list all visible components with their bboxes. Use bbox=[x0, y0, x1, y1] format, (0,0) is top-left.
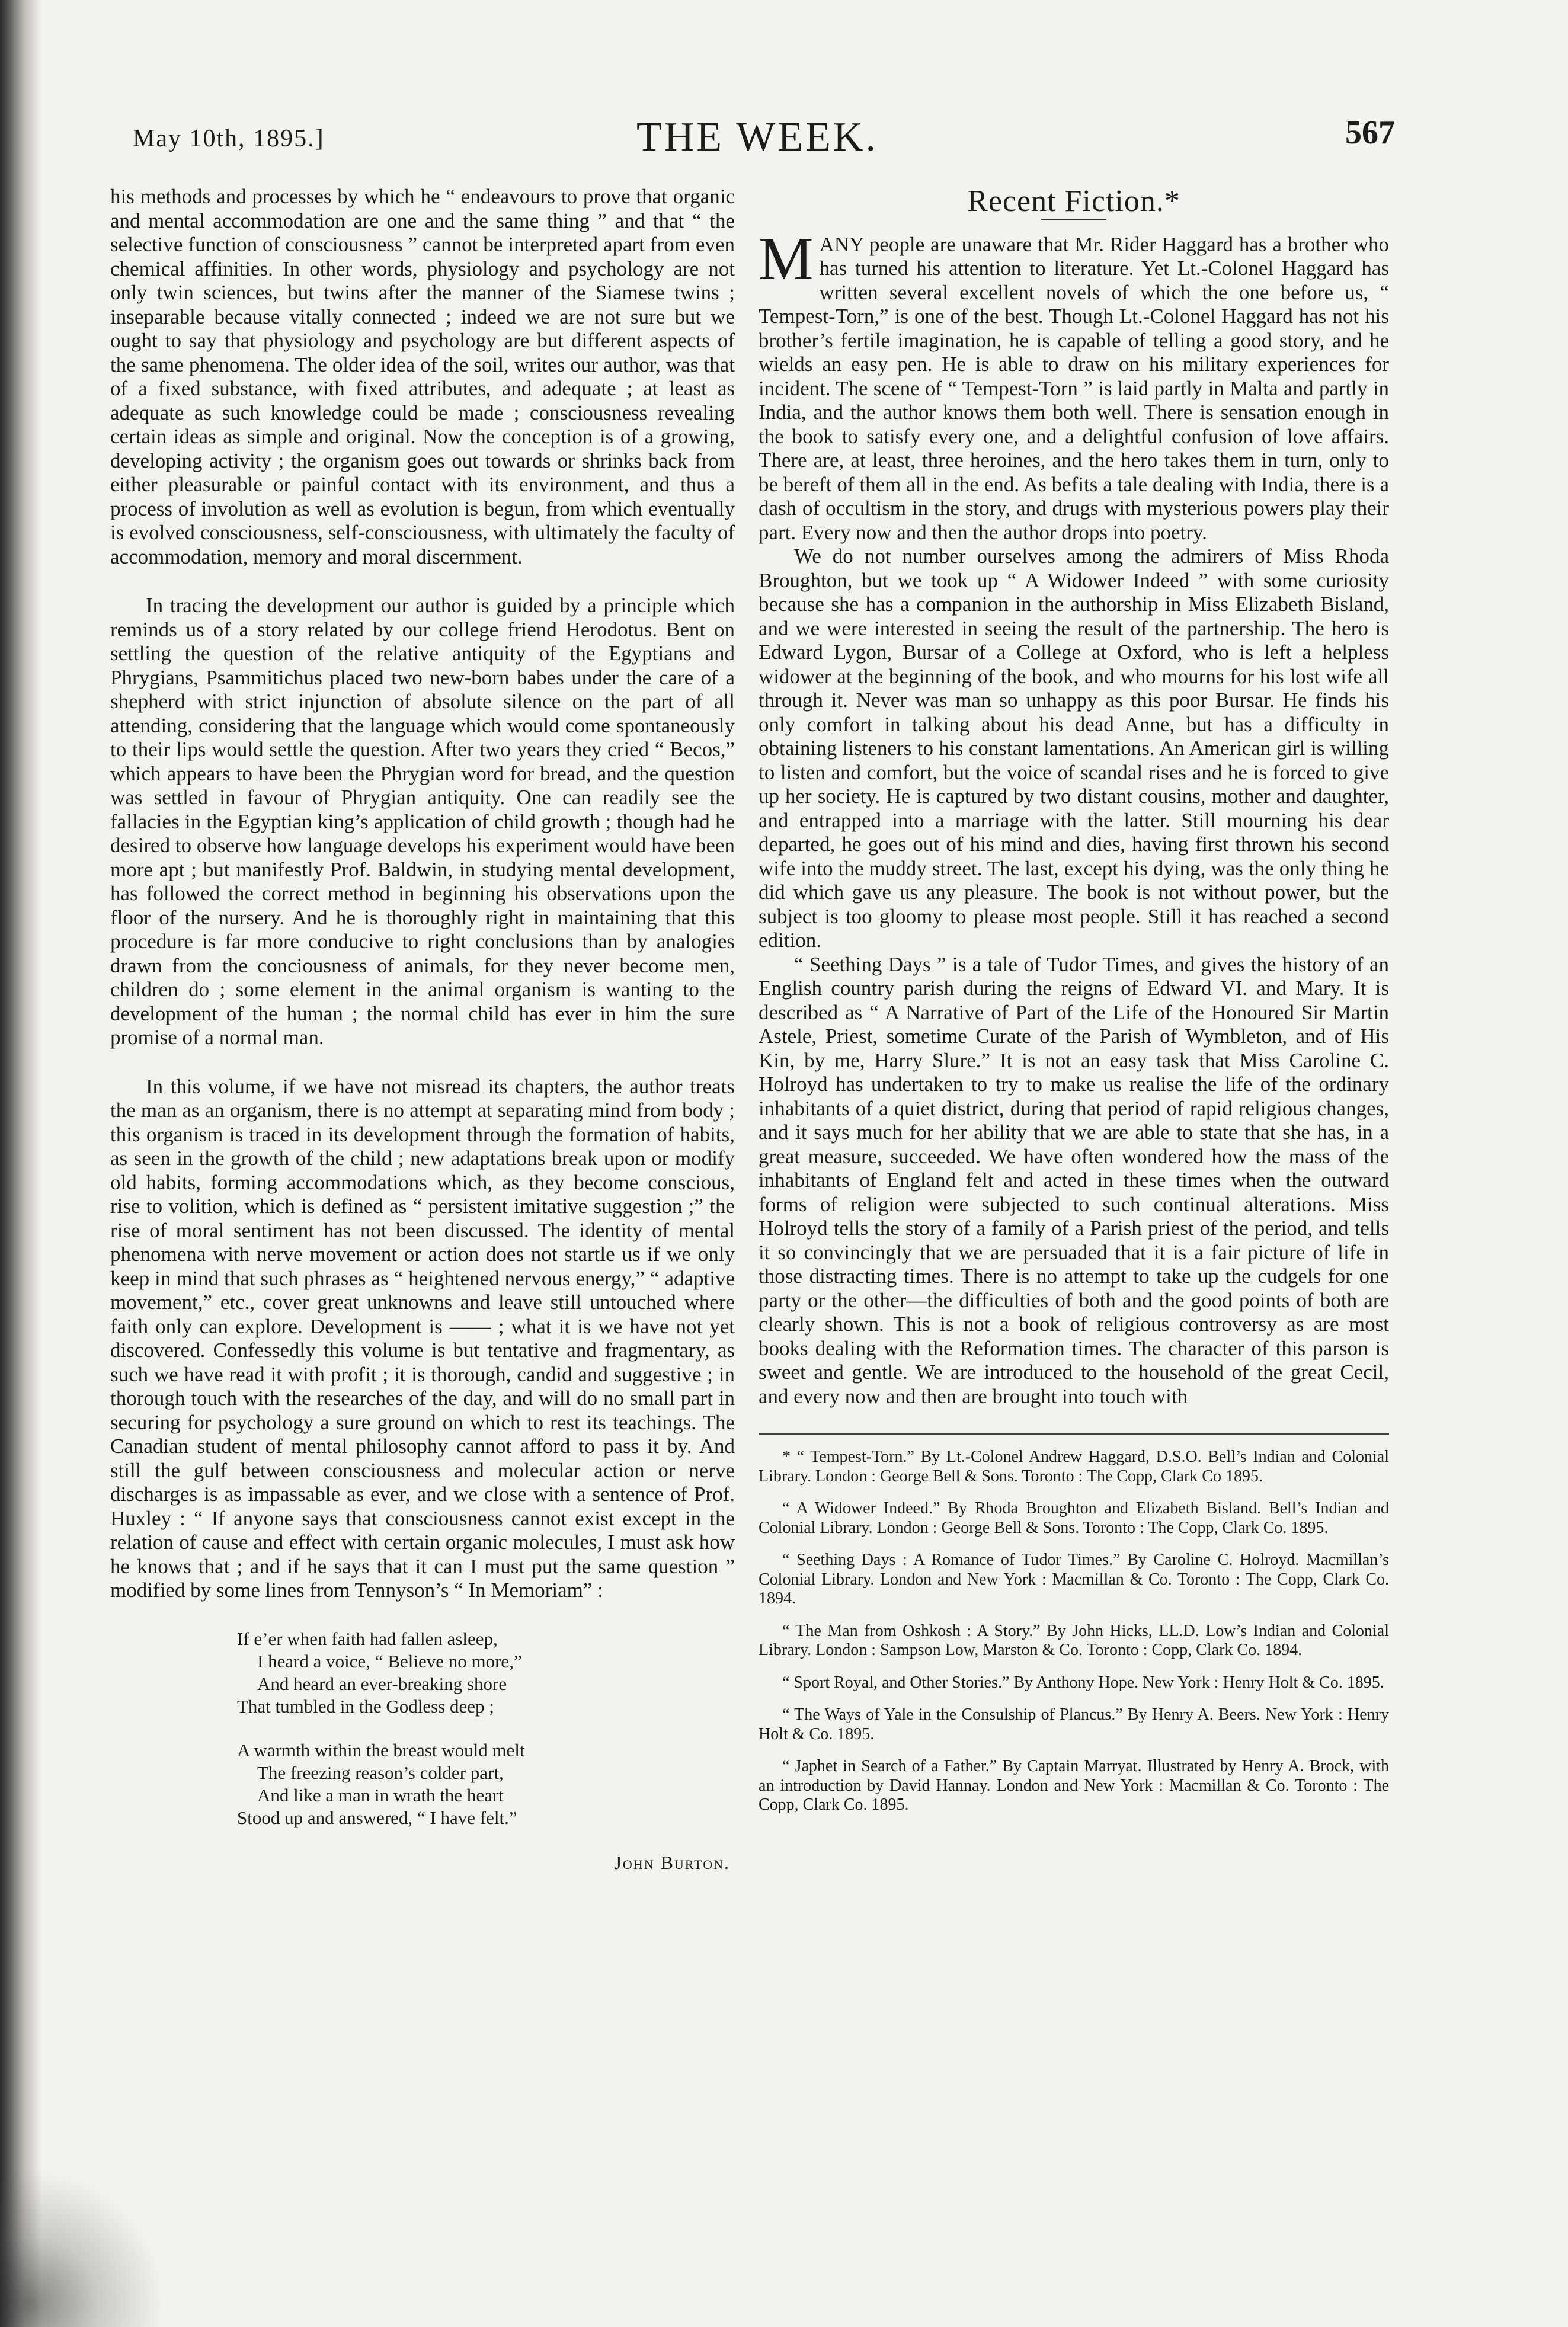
section-title: Recent Fiction.* bbox=[967, 184, 1180, 218]
poem-line: That tumbled in the Godless deep ; bbox=[237, 1695, 494, 1717]
drop-cap: M bbox=[759, 224, 814, 293]
author-signature: John Burton. bbox=[614, 1851, 730, 1873]
page-corner-stain bbox=[0, 2169, 166, 2327]
poem-line: And heard an ever-breaking shore bbox=[257, 1673, 507, 1694]
article-paragraph: “ Seething Days ” is a tale of Tudor Times, and gives the history of an English country parish during the reigns of Edward VI. and Mary. It is described as “ A Narrative of Part of the Life of the Honoured Sir Martin Astele, Priest, sometime Curate of the Parish of Wymbleton, and of His Kin, by me, Harry Slure.” It is not an easy task that Miss Caroline C. Holroyd has undertaken to try to make us realise the life of the ordinary inhabitants of a quiet district, during that period of rapid religious changes, and it says much for her ability that we are able to state that she has, in a great measure, succeeded. We have often wondered how the mass of the inhabitants of England felt and acted in these times when the outward forms of religion were subjected to such continual alterations. Miss Holroyd tells the story of a family of a Parish priest of the period, and tells it so convincingly that we are persuaded that it is a fair picture of life in those distracting times. There is no attempt to take up the cudgels for one party or the other—the difficulties of both and the good points of both are clearly shown. This is not a book of religious controversy as are most books dealing with the Reformation times. The character of this parson is sweet and gentle. We are introduced to the household of the great Cecil, and every now and then are brought into touch with bbox=[759, 952, 1389, 1408]
issue-date: May 10th, 1895.] bbox=[133, 125, 325, 152]
running-header bbox=[133, 114, 1395, 167]
paragraph-text: ANY people are unaware that Mr. Rider Haggard has a brother who has turned his attention to literature. Yet Lt.-Colonel Haggard has written several excellent novels of which the one before us, “ Tempest-Torn,” is one of the best. Though Lt.-Colonel Haggard has not his brother’s fertile imagination, he is capable of telling a good story, and he wields an easy pen. He is able to draw on his military experiences for incident. The scene of “ Tempest-Torn ” is laid partly in Malta and partly in India, and the author knows them both well. There is sensation enough in the book to satisfy every one, and a delightful confusion of love affairs. There are, at least, three heroines, and the hero takes them in turn, only to be bereft of them all in the end. As befits a tale dealing with India, there is a dash of occultism in the story, and drugs with mysterious powers play their part. Every now and then the author drops into poetry. bbox=[759, 232, 1389, 544]
footnote: “ Seething Days : A Romance of Tudor Times.” By Caroline C. Holroyd. Macmillan’s Colonial Library. London and New York : Macmillan & Co. Toronto : The Copp, Clark Co. 1894. bbox=[759, 1551, 1389, 1608]
poem-stanza bbox=[237, 1739, 735, 1829]
title-rule bbox=[1041, 219, 1106, 220]
page-number: 567 bbox=[1345, 114, 1395, 151]
footnote: “ A Widower Indeed.” By Rhoda Broughton and Elizabeth Bisland. Bell’s Indian and Colonial Library. London : George Bell & Sons. Toronto : The Copp, Clark Co. 1895. bbox=[759, 1499, 1389, 1537]
poem-quotation bbox=[237, 1628, 735, 1829]
footnote: “ Sport Royal, and Other Stories.” By Anthony Hope. New York : Henry Holt & Co. 1895. bbox=[782, 1673, 1384, 1692]
footnote: * “ Tempest-Torn.” By Lt.-Colonel Andrew Haggard, D.S.O. Bell’s Indian and Colonial Library. London : George Bell & Sons. Toronto : The Copp, Clark Co 1895. bbox=[759, 1448, 1389, 1486]
article-paragraph: his methods and processes by which he “ endeavours to prove that organic and mental accommodation are one and the same thing ” and that “ the selective function of consciousness ” cannot be interpreted apart from even chemical affinities. In other words, physiology and psychology are not only twin sciences, but twins after the manner of the Siamese twins ; inseparable because vitally connected ; indeed we are not sure but we ought to say that physiology and psychology are but different aspects of the same phenomena. The older idea of the soil, writes our author, was that of a fixed substance, with fixed attributes, and adequate ; at least as adequate as such knowledge could be made ; consciousness revealing certain ideas as simple and original. Now the conception is of a growing, developing activity ; the organism goes out towards or shrinks back from either pleasurable or painful contact with its environment, and thus a process of involution as well as evolution is begun, from which eventually is evolved consciousness, self-consciousness, with ultimately the faculty of accommodation, memory and moral discernment. bbox=[110, 185, 735, 568]
publication-title: THE WEEK. bbox=[636, 114, 878, 160]
article-paragraph: In this volume, if we have not misread its chapters, the author treats the man as an organism, there is no attempt at separating mind from body ; this organism is traced in its development through the formation of habits, as seen in the growth of the child ; new adaptations break upon or modify old habits, forming accommodations which, as they become conscious, rise to volition, which is defined as “ persistent imitative suggestion ;” the rise of moral sentiment has not been discussed. The identity of mental phenomena with nerve movement or action does not startle us if we only keep in mind that such phrases as “ heightened nervous energy,” “ adaptive movement,” etc., cover great unknowns and leave still untouched where faith only can explore. Development is —— ; what it is we have not yet discovered. Confessedly this volume is but tentative and fragmentary, as such we have read it with profit ; it is thorough, candid and suggestive ; in thorough touch with the researches of the day, and will do no small part in securing for psychology a sure ground on which to rest its teachings. The Canadian student of mental philosophy cannot afford to pass it by. And still the gulf between consciousness and molecular action or nerve discharges is as impassable as ever, and we close with a sentence of Prof. Huxley : “ If anyone says that consciousness cannot exist except in the relation of cause and effect with certain organic molecules, I must ask how he knows that ; and if he says that it can I must put the same question ” modified by some lines from Tennyson’s “ In Memoriam” : bbox=[110, 1074, 735, 1602]
right-column bbox=[759, 185, 1389, 1828]
poem-line: A warmth within the breast would melt bbox=[237, 1739, 525, 1761]
poem-stanza bbox=[237, 1628, 735, 1718]
article-paragraph bbox=[759, 224, 1389, 545]
footnote: “ The Man from Oshkosh : A Story.” By John Hicks, LL.D. Low’s Indian and Colonial Library. London : Sampson Low, Marston & Co. Toronto : Copp, Clark Co. 1894. bbox=[759, 1621, 1389, 1659]
page-binding-shadow bbox=[0, 0, 41, 2327]
poem-line: I heard a voice, “ Believe no more,” bbox=[257, 1650, 522, 1672]
poem-line: Stood up and answered, “ I have felt.” bbox=[237, 1807, 517, 1828]
footnote: “ The Ways of Yale in the Consulship of Plancus.” By Henry A. Beers. New York : Henry Holt & Co. 1895. bbox=[759, 1705, 1389, 1743]
left-column bbox=[110, 185, 735, 1874]
poem-line: If e’er when faith had fallen asleep, bbox=[237, 1628, 498, 1649]
poem-line: And like a man in wrath the heart bbox=[257, 1784, 504, 1806]
footnotes bbox=[759, 1448, 1389, 1815]
article-paragraph: In tracing the development our author is guided by a principle which reminds us of a story related by our college friend Herodotus. Bent on settling the question of the relative antiquity of the Egyptians and Phrygians, Psammitichus placed two new-born babes under the care of a shepherd with strict injunction of absolute silence on the part of all attending, considering that the language which would come spontaneously to their lips would settle the question. After two years they cried “ Becos,” which appears to have been the Phrygian word for bread, and the question was settled in favour of Phrygian antiquity. One can readily see the fallacies in the Egyptian king’s application of child growth ; though had he desired to observe how language develops his experiment would have been more apt ; but manifestly Prof. Baldwin, in studying mental development, has followed the correct method in beginning his observations upon the floor of the nursery. And he is thoroughly right in maintaining that this procedure is far more conducive to right conclusions than by analogies drawn from the conciousness of animals, for they never become men, children do ; some element in the animal organism is wanting to the development of the human ; the normal child has ever in him the sure promise of a normal man. bbox=[110, 594, 735, 1049]
footnote: “ Japhet in Search of a Father.” By Captain Marryat. Illustrated by Henry A. Brock, with an introduction by David Hannay. London and New York : Macmillan & Co. Toronto : The Copp, Clark Co. 1895. bbox=[759, 1757, 1389, 1814]
poem-line: The freezing reason’s colder part, bbox=[257, 1762, 504, 1783]
article-paragraph: We do not number ourselves among the admirers of Miss Rhoda Broughton, but we took up “ A Widower Indeed ” with some curiosity because she has a companion in the authorship in Miss Elizabeth Bisland, and we were interested in seeing the result of the partnership. The hero is Edward Lygon, Bursar of a College at Oxford, who is left a helpless widower at the beginning of the book, and who mourns for his lost wife all through it. Never was man so unhappy as this poor Bursar. He finds his only comfort in talking about his dead Anne, but has a difficulty in obtaining listeners to his constant lamentations. An American girl is willing to listen and comfort, but the voice of scandal rises and he is forced to give up her society. He is captured by two distant cousins, mother and daughter, and entrapped into a marriage with the latter. Still mourning his dear departed, he goes out of his mind and dies, having first thrown his second wife into the muddy street. The last, except his dying, was the only thing he did which gave us any pleasure. The book is not without power, but the subject is too gloomy to please most people. Still it has reached a second edition. bbox=[759, 545, 1389, 952]
footnote-rule bbox=[759, 1433, 1389, 1435]
